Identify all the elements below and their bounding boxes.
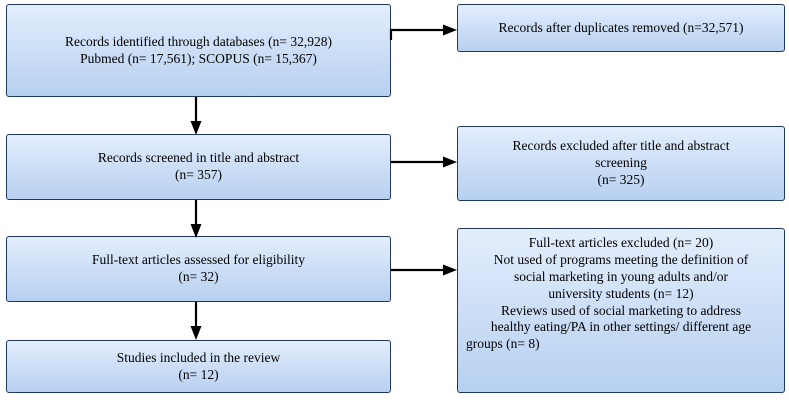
arrow-identified-to-duplicates: [391, 18, 461, 42]
arrow-fulltext-to-excluded: [391, 260, 461, 280]
box-fulltext-assessed: [6, 236, 391, 302]
arrow-fulltext-to-included: [185, 302, 209, 342]
box-records-screened: [6, 134, 391, 200]
box-line: Records identified through databases (n= 32,928): [64, 33, 333, 49]
box-line: Records excluded after title and abstract: [512, 138, 730, 154]
box-line: university students (n= 12): [548, 285, 694, 301]
box-records-identified: [6, 4, 391, 97]
box-line: (n= 325): [597, 171, 645, 187]
box-line: Pubmed (n= 17,561); SCOPUS (n= 15,367): [80, 50, 317, 66]
box-line: Full-text articles excluded (n= 20): [528, 235, 714, 250]
box-line: screening: [595, 155, 647, 171]
arrow-screened-to-fulltext: [185, 200, 209, 240]
box-line: Studies included in the review: [116, 349, 281, 365]
box-line: (n= 32): [178, 269, 219, 284]
box-line: (n= 12): [178, 366, 219, 382]
box-line: Full-text articles assessed for eligibility: [92, 252, 305, 268]
box-line: (n= 357): [175, 167, 222, 182]
box-studies-included: [6, 340, 391, 393]
box-line: Records after duplicates removed (n=32,571): [498, 19, 744, 35]
box-fulltext-excluded: [457, 228, 785, 393]
box-line: Reviews used of social marketing to address: [501, 302, 741, 318]
box-duplicates-removed: [457, 4, 785, 52]
arrow-screened-to-excluded: [391, 152, 461, 172]
box-records-excluded: [457, 126, 785, 201]
box-line: groups (n= 8): [466, 336, 540, 352]
box-line: Not used of programs meeting the definition of: [493, 251, 749, 267]
box-line: social marketing in young adults and/or: [513, 268, 729, 284]
arrow-identified-to-screened: [185, 97, 209, 137]
box-line: Records screened in title and abstract: [97, 150, 300, 166]
box-line: healthy eating/PA in other settings/ different age: [490, 319, 752, 335]
